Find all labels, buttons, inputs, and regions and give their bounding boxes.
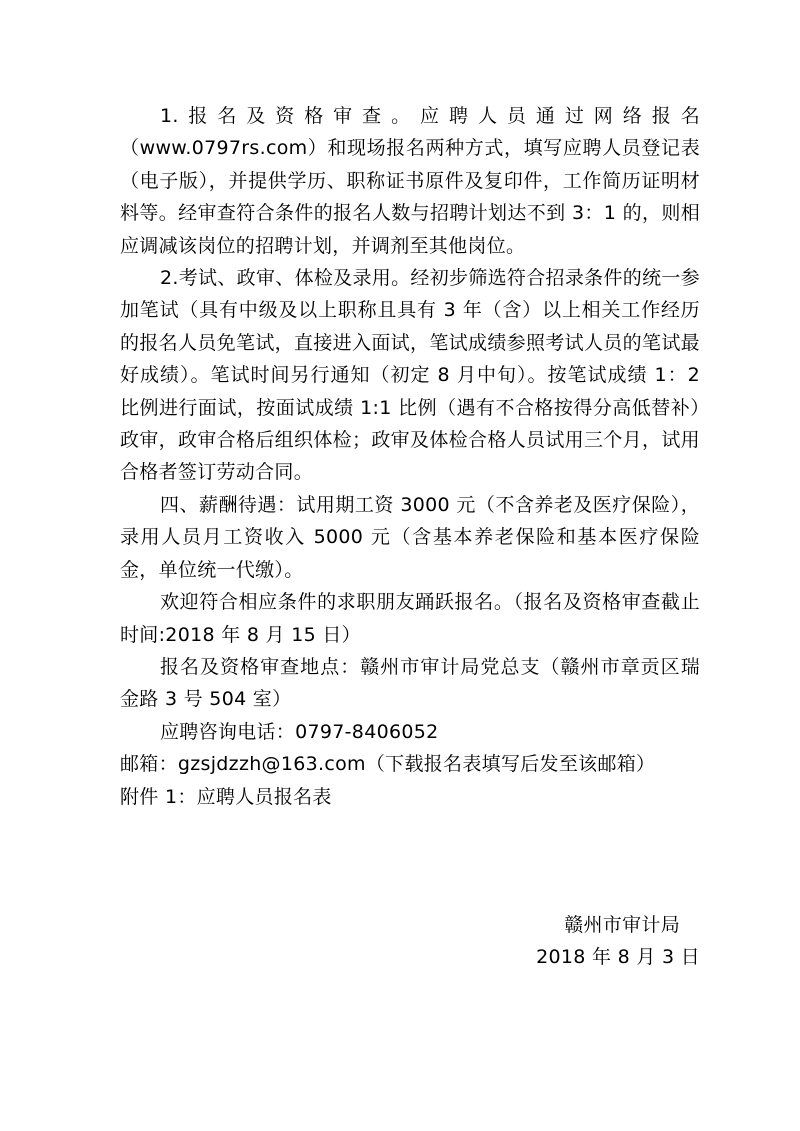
paragraph-email: 邮箱：gzsjdzzh@163.com（下载报名表填写后发至该邮箱） — [120, 753, 656, 776]
paragraph-welcome: 欢迎符合相应条件的求职朋友踊跃报名。（报名及资格审查截止时间:2018 年 8 月 15 日） — [120, 591, 700, 646]
paragraph-attachment: 附件 1：应聘人员报名表 — [120, 785, 332, 808]
document-body — [120, 100, 700, 813]
paragraph-registration: 1.报名及资格审查。应聘人员通过网络报名（www.0797rs.com）和现场报名两种方式，填写应聘人员登记表（电子版），并提供学历、职称证书原件及复印件，工作简历证明材料等。经审查符合条件的报名人数与招聘计划达不到 3：1 的，则相应调减该岗位的招聘计划，并调剂至其他岗位。 — [120, 105, 700, 257]
signature-block — [536, 909, 700, 974]
signature-date: 2018 年 8 月 3 日 — [536, 946, 700, 969]
paragraph-location: 报名及资格审查地点：赣州市审计局党总支（赣州市章贡区瑞金路 3 号 504 室） — [120, 655, 700, 711]
paragraph-salary: 四、薪酬待遇：试用期工资 3000 元（不含养老及医疗保险），录用人员月工资收入 5000 元（含基本养老保险和基本医疗保险金，单位统一代缴）。 — [120, 493, 700, 581]
paragraph-exam: 2.考试、政审、体检及录用。经初步筛选符合招录条件的统一参加笔试（具有中级及以上职称且具有 3 年（含）以上相关工作经历的报名人员免笔试，直接进入面试，笔试成绩参照考试人员的笔试最好成绩）。笔试时间另行通知（初定 8 月中旬）。按笔试成绩 1：2 比例进行面试，按面试成绩 1:1 比例（遇有不合格按得分高低替补）政审，政审合格后组织体检；政审及体检合格人员试用三个月，试用合格者签订劳动合同。 — [120, 267, 700, 484]
signature-organization: 赣州市审计局 — [564, 914, 680, 936]
paragraph-phone: 应聘咨询电话：0797-8406052 — [160, 720, 439, 743]
